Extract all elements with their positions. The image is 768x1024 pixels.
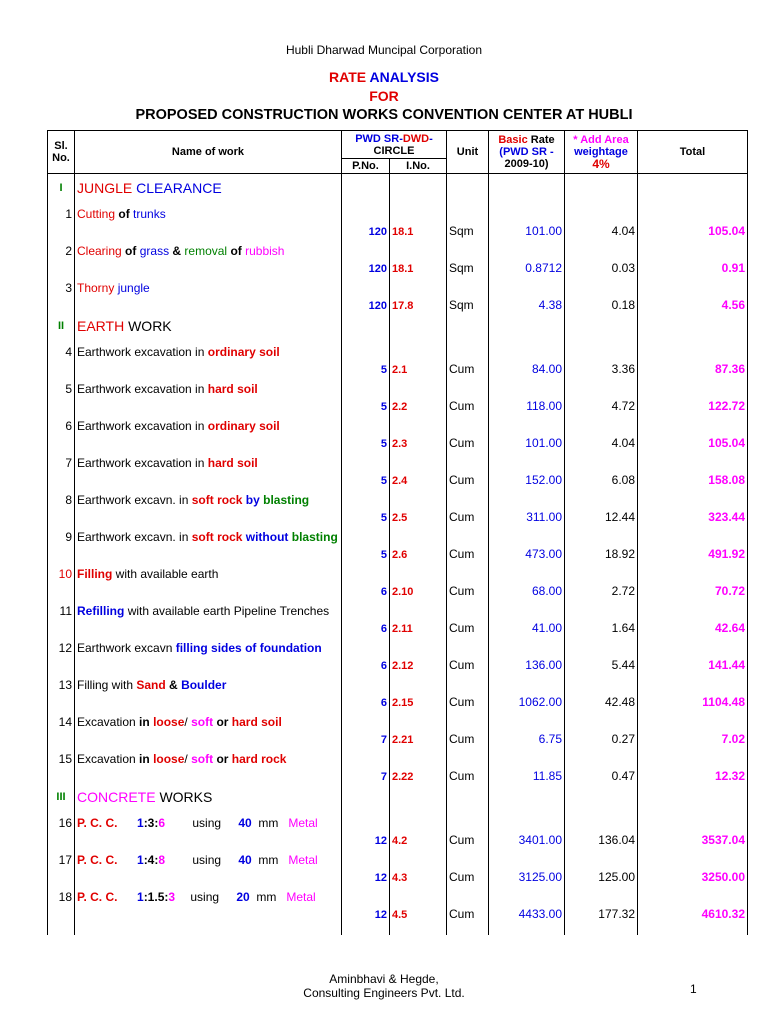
section-title: CONCRETE (77, 788, 156, 805)
work-name: Clearing of grass & removal of rubbish (75, 238, 342, 258)
table-row: 5 Earthwork excavation in hard soil (48, 376, 748, 396)
work-name: Filling with Sand & Boulder (75, 672, 342, 692)
section-title: JUNGLE (77, 179, 133, 196)
col-header-sl: Sl. No. (48, 131, 75, 174)
table-row: 3 Thorny jungle (48, 275, 748, 295)
table-row: 2 Clearing of grass & removal of rubbish (48, 238, 748, 258)
col-header-pno: P.No. (342, 159, 390, 174)
table-row: 14 Excavation in loose/ soft or hard soil (48, 709, 748, 729)
table-row: 1 Cutting of trunks (48, 201, 748, 221)
col-header-total: Total (638, 131, 748, 174)
work-name: Earthwork excavn filling sides of foundation (75, 635, 342, 655)
table-row: 16 P. C. C. 1:3:6 using 40 mm Metal (48, 810, 748, 830)
table-row: 9 Earthwork excavn. in soft rock without blasting (48, 524, 748, 544)
col-header-basic-rate: Basic Rate (PWD SR - 2009-10) (489, 131, 565, 174)
table-row: 12 Earthwork excavn filling sides of foundation (48, 635, 748, 655)
title-rate-analysis (0, 69, 768, 85)
work-name: Cutting of trunks (75, 201, 342, 221)
work-name: Earthwork excavn. in soft rock by blasting (75, 487, 342, 507)
section-row: I JUNGLE CLEARANCE (48, 174, 748, 202)
table-row: 7 Earthwork excavation in hard soil (48, 450, 748, 470)
table-row: 4 Earthwork excavation in ordinary soil (48, 339, 748, 359)
work-name: Excavation in loose/ soft or hard soil (75, 709, 342, 729)
table-row: 11 Refilling with available earth Pipeline Trenches (48, 598, 748, 618)
work-name: Refilling with available earth Pipeline Trenches (75, 598, 342, 618)
work-name: Thorny jungle (75, 275, 342, 295)
footer-company-full: Consulting Engineers Pvt. Ltd. (303, 986, 465, 1000)
organization-name: Hubli Dharwad Muncipal Corporation (285, 43, 483, 57)
col-header-add-area: * Add Area weightage 4% (565, 131, 638, 174)
table-row: 10 Filling with available earth (48, 561, 748, 581)
col-header-name: Name of work (75, 131, 342, 174)
page-number: 1 (690, 982, 697, 996)
work-name: P. C. C. 1:3:6 using 40 mm Metal (75, 810, 342, 830)
col-header-ino: I.No. (390, 159, 447, 174)
work-name: Earthwork excavation in hard soil (75, 376, 342, 396)
project-title: PROPOSED CONSTRUCTION WORKS CONVENTION CENTER AT HUBLI (135, 107, 633, 123)
col-header-pwd: PWD SR-DWD- CIRCLE (342, 131, 447, 159)
section-row: III CONCRETE WORKS (48, 783, 748, 810)
table-row: 18 P. C. C. 1:1.5:3 using 20 mm Metal (48, 884, 748, 904)
section-row: II EARTH WORK (48, 312, 748, 339)
table-row: 13 Filling with Sand & Boulder (48, 672, 748, 692)
table-row: 17 P. C. C. 1:4:8 using 40 mm Metal (48, 847, 748, 867)
work-name: Earthwork excavation in hard soil (75, 450, 342, 470)
work-name: Earthwork excavation in ordinary soil (75, 339, 342, 359)
work-name: P. C. C. 1:1.5:3 using 20 mm Metal (75, 884, 342, 904)
work-name: Earthwork excavation in ordinary soil (75, 413, 342, 433)
table-row: 15 Excavation in loose/ soft or hard rock (48, 746, 748, 766)
work-name: Earthwork excavn. in soft rock without blasting (75, 524, 342, 544)
rate-analysis-table: Sl. No. Name of work PWD SR-DWD- CIRCLE Unit Basic Rate (PWD SR - 2009-10) * Add Area weightage 4% Total P.No. I.No. I JUNGLE CLEARANCE 1 Cutting of trunks 120 18.1 Sqm 101.00 4.04 105.04 2 Clearing of grass & removal of rubbish 120 18.1 Sqm 0.8712 0.03 0.91 3 Thorny jungle 120 17.8 Sqm 4.38 0.18 4.56 II EARTH WORK 4 Earthwork excavation in ordinary soil 5 2.1 Cum 84.00 3.36 87.36 5 Earthwork excavation in hard soil 5 2.2 Cum 118.00 4.72 122.72 6 Earthwork excavation in ordinary soil 5 2.3 Cum 101.00 4.04 105.04 7 Earthwork excavation in hard soil 5 2.4 Cum 152.00 6.08 158.08 8 Earthwork excavn. in soft rock by blasting 5 2.5 Cum 311.00 12.44 323.44 9 Earthwork excavn. in soft rock without blasting 5 2.6 Cum 473.00 18.92 491.92 10 Filling with available earth 6 2.10 Cum 68.00 2.72 70.72 11 Refilling with available earth Pipeline Trenches 6 2.11 Cum 41.00 1.64 42.64 12 Earthwork excavn filling sides of foundation 6 2.12 Cum 136.00 5.44 141.44 13 Filling with Sand & Boulder 6 2.15 Cum 1062.00 42.48 1104.48 14 Excavation in loose/ soft or hard soil 7 2.21 Cum 6.75 0.27 7.02 15 Excavation in loose/ soft or hard rock 7 2.22 Cum 11.85 0.47 12.32 III CONCRETE WORKS 16 P. C. C. 1:3:6 using 40 mm Metal 12 4.2 Cum 3401.00 136.04 3537.04 17 P. C. C. 1:4:8 using 40 mm Metal 12 4.3 Cum 3125.00 125.00 3250.00 18 P. C. C. 1:1.5:3 using 20 mm Metal 12 4.5 Cum 4433.00 177.32 4610.32 (47, 130, 748, 935)
section-title: EARTH (77, 317, 125, 334)
footer-company: Aminbhavi & Hegde, (329, 972, 439, 986)
work-name: Excavation in loose/ soft or hard rock (75, 746, 342, 766)
title-rate: RATE (329, 69, 367, 85)
title-for: FOR (369, 88, 399, 104)
title-analysis: ANALYSIS (369, 69, 439, 85)
footer (0, 972, 768, 1000)
work-name: Filling with available earth (75, 561, 342, 581)
table-row: 8 Earthwork excavn. in soft rock by blasting (48, 487, 748, 507)
work-name: P. C. C. 1:4:8 using 40 mm Metal (75, 847, 342, 867)
col-header-unit: Unit (447, 131, 489, 174)
table-row: 6 Earthwork excavation in ordinary soil (48, 413, 748, 433)
